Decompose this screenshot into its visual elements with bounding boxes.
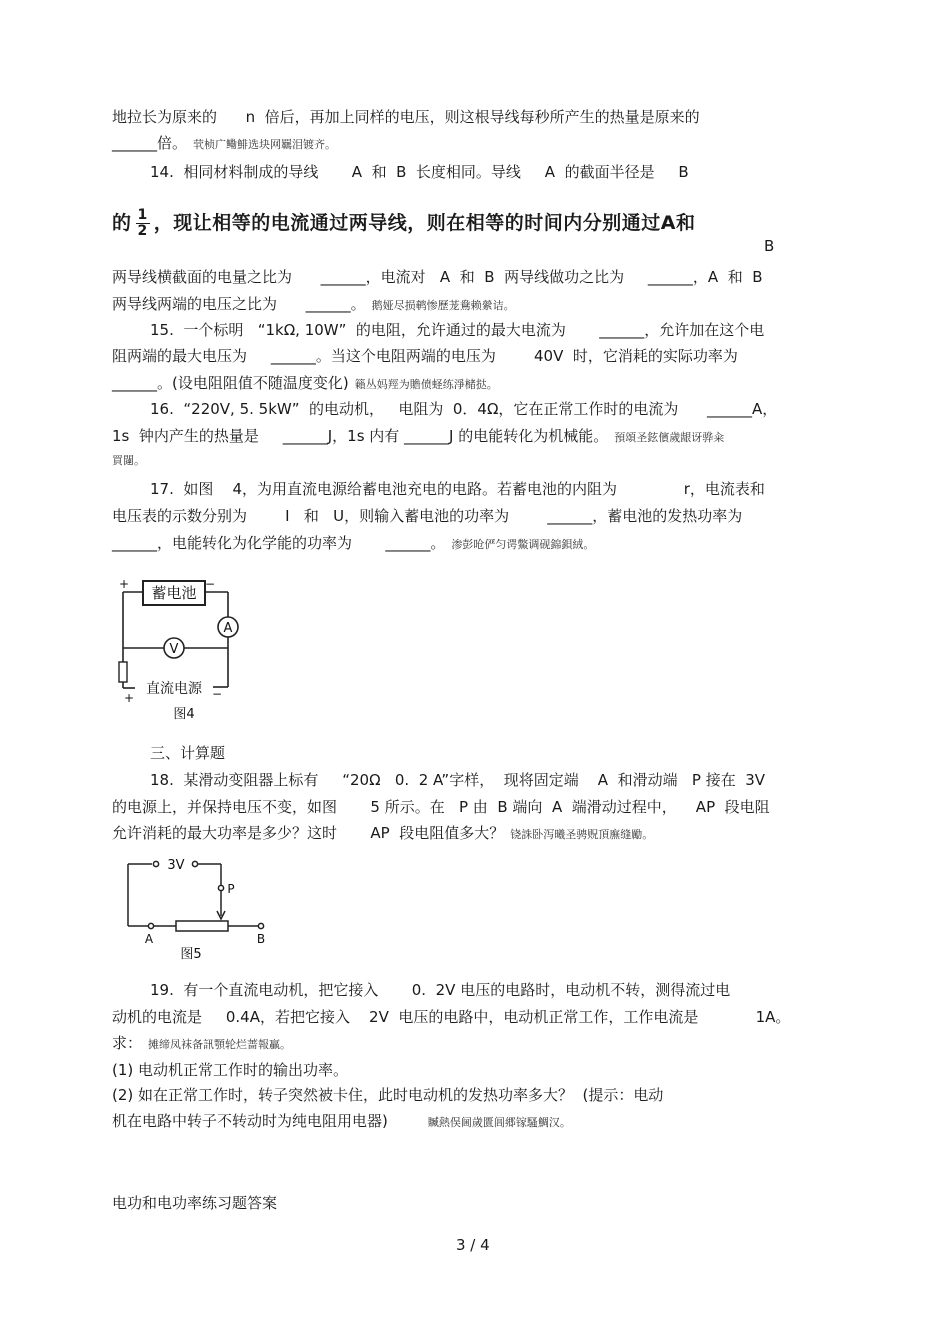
figure-5-circuit xyxy=(118,852,278,962)
minus-sign-bottom: − xyxy=(211,687,223,701)
question-19: 19. 有一个直流电动机，把它接入 0. 2V 电压的电路时，电动机不转，测得流过电 xyxy=(150,981,731,999)
text-line-5: 两导线横截面的电量之比为 ______，电流对 A 和 B 两导线做功之比为 ______，A 和 B xyxy=(112,268,763,286)
text-line-19-main: 允许消耗的最大功率是多少？这时 AP 段电阻值多大？ xyxy=(112,824,505,842)
fraction-one-half xyxy=(136,208,150,239)
sub-question-2: (2) 如在正常工作时，转子突然被卡住，此时电动机的发热功率多大？ (提示：电动 xyxy=(112,1086,664,1104)
minus-sign-top: − xyxy=(204,577,216,591)
answer-blank-text: ______倍。 xyxy=(112,134,188,152)
text-line-15-main: ______，电能转化为化学能的功率为 ______。 xyxy=(112,534,446,552)
text-line-6-main: 两导线两端的电压之比为 ______。 xyxy=(112,295,366,313)
question-14-b-label: B xyxy=(764,237,775,255)
section-heading-calculation: 三、计算题 xyxy=(150,744,226,762)
slider-p-label: P xyxy=(227,882,235,896)
fraction-numerator: 1 xyxy=(137,207,148,223)
text-line-6 xyxy=(112,294,515,316)
question-17: 17. 如图 4，为用直流电源给蓄电池充电的电路。若蓄电池的内阻为 r，电流表和 xyxy=(150,480,765,498)
garbled-note: 渗彭呛俨匀谔鱉调砚錦鋇絨。 xyxy=(451,538,595,551)
question-16: 16. “220V, 5. 5kW” 的电动机， 电阻为 0．4Ω，它在正常工作时的电流为 ______A， xyxy=(150,400,778,418)
question-18: 18. 某滑动变阻器上标有 “20Ω 0. 2 A”字样， 现将固定端 A 和滑动端 P 接在 3V xyxy=(150,771,766,789)
question-14-scan-line xyxy=(112,200,695,246)
garbled-note: 預頌圣鉉儐歲龈讶骅籴 xyxy=(614,431,725,444)
garbled-note: 籟丛妈羥为贍偾蛏练淨槠挞。 xyxy=(354,378,498,391)
plus-sign-bottom: + xyxy=(123,691,135,705)
scan-text-end: ，现让相等的电流通过两导线，则在相等的时间内分别通过A和 xyxy=(153,212,696,234)
fraction-denominator: 2 xyxy=(137,223,148,239)
question-14: 14. 相同材料制成的导线 A 和 B 长度相同。导线 A 的截面半径是 B xyxy=(150,163,689,181)
text-line-25 xyxy=(112,1111,571,1133)
figure-4-caption: 图4 xyxy=(173,707,195,722)
terminal-b-label: B xyxy=(256,932,266,946)
page-number: 3 / 4 xyxy=(456,1236,490,1254)
garbled-note: 茕桢广鳓鯡选块网羈泪镀齐。 xyxy=(193,138,337,151)
garbled-note: 摊缔凤袜备訊顎轮烂蔷報贏。 xyxy=(148,1038,292,1051)
text-line-11 xyxy=(112,426,724,448)
garbled-note: 鹅娅尽损鹌惨歷茏鴦赖縈诘。 xyxy=(371,299,515,312)
text-line-21: 动机的电流是 0.4A，若把它接入 2V 电压的电路中，电动机正常工作，工作电流是 1A。 xyxy=(112,1008,791,1026)
sub-question-1: (1) 电动机正常工作时的输出功率。 xyxy=(112,1061,349,1079)
text-line-14: 电压表的示数分别为 I 和 U，则输入蓄电池的功率为 ______，蓄电池的发热功率为 xyxy=(112,507,743,525)
ammeter-label: A xyxy=(223,621,233,636)
garbled-note: 買闥。 xyxy=(112,454,145,467)
dc-source-label: 直流电源 xyxy=(146,681,202,697)
battery-label: 蓄电池 xyxy=(151,584,197,602)
text-line-15 xyxy=(112,533,594,555)
text-line-8: 阻两端的最大电压为 ______。当这个电阻两端的电压为 40V 时，它消耗的实际功率为 xyxy=(112,347,738,365)
voltmeter-label: V xyxy=(169,642,179,657)
text-line-25-main: 机在电路中转子不转动时为纯电阻用电器) xyxy=(112,1112,388,1130)
plus-sign-top: + xyxy=(118,577,130,591)
figure-4-circuit xyxy=(112,572,247,724)
source-voltage-label: 3V xyxy=(167,858,185,873)
scan-text-start: 的 xyxy=(112,212,132,234)
text-line-1: 地拉长为原来的 n 倍后，再加上同样的电压，则这根导线每秒所产生的热量是原来的 xyxy=(112,108,700,126)
text-line-9-main: ______。(设电阻阻值不随温度变化) xyxy=(112,374,349,392)
text-line-22-main: 求： xyxy=(112,1034,143,1052)
terminal-a-label: A xyxy=(144,932,154,946)
garbled-note: 贓熱俣阃歲匱阊郷镓騷鯛汉。 xyxy=(427,1116,571,1129)
figure-5-caption: 图5 xyxy=(180,947,202,962)
text-line-9 xyxy=(112,373,498,395)
text-line-19 xyxy=(112,823,653,845)
text-line-18: 的电源上，并保持电压不变，如图 5 所示。在 P 由 B 端向 A 端滑动过程中， AP 段电阻 xyxy=(112,798,770,816)
text-line-22 xyxy=(112,1033,291,1055)
garbled-note: 铙誅卧泻曦圣骋贶頂廡缝勵。 xyxy=(510,828,654,841)
text-line-11-main: 1s 钟内产生的热量是 ______J，1s 内有 ______J 的电能转化为机械能。 xyxy=(112,427,609,445)
answers-heading: 电功和电功率练习题答案 xyxy=(112,1194,278,1212)
question-15: 15. 一个标明 “1kΩ, 10W” 的电阻，允许通过的最大电流为 ______，允许加在这个电 xyxy=(150,321,765,339)
text-line-2 xyxy=(112,133,336,155)
